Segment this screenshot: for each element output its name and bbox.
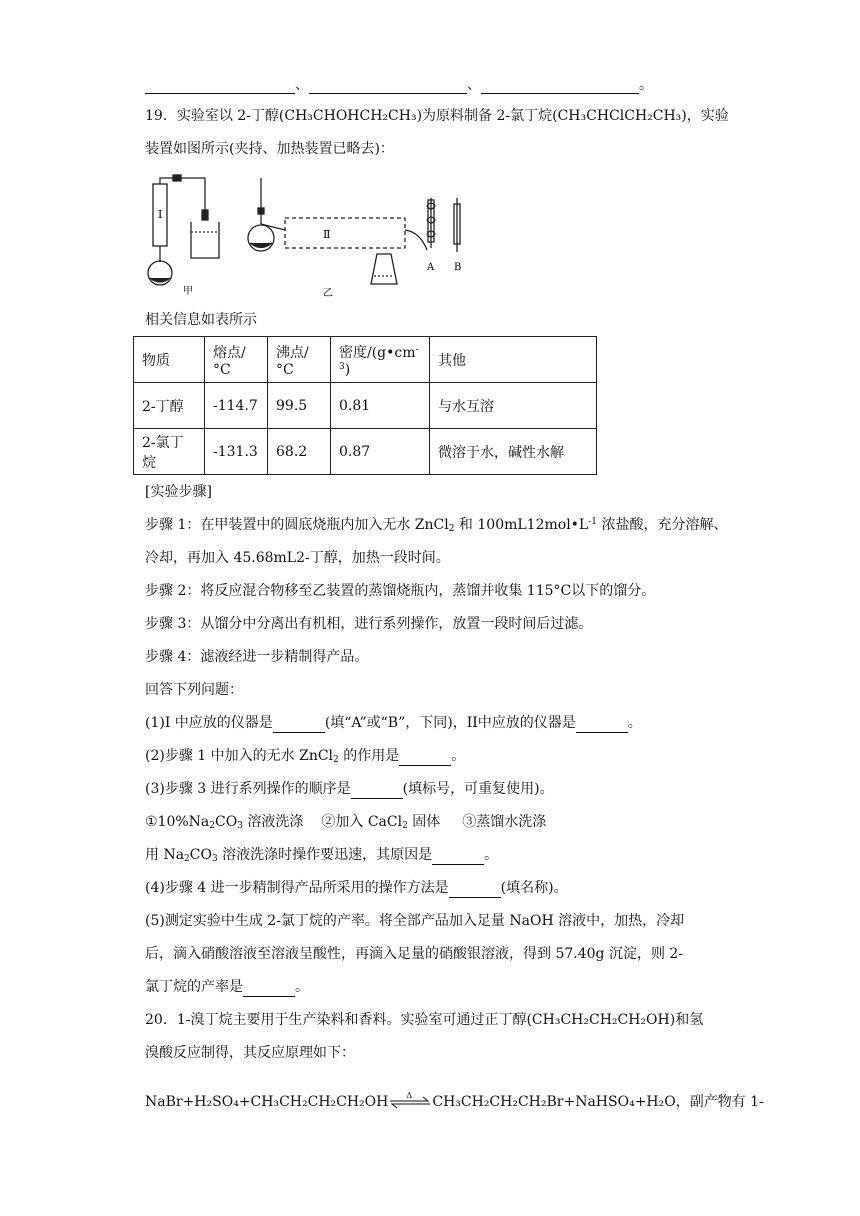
q19-intro-line2: 装置如图所示(夹持、加热装置已略去)： [145,141,394,157]
steps-title: [实验步骤] [145,484,212,500]
label-jia: 甲 [183,286,193,297]
answer-blank [351,784,403,799]
step1-line1: 步骤 1：在甲装置中的圆底烧瓶内加入无水 ZnCl$_2$ 和 $100mL12mol•L^{-1}$ 浓盐酸，充分溶解、 [145,517,728,534]
table-cell: 与水互溶 [430,383,597,429]
table-header-row [134,337,597,383]
table-header: 其他 [430,337,597,383]
separator: 、 [295,77,309,93]
label-I: I [158,208,163,221]
question-5-line2: 后，滴入硝酸溶液至溶液呈酸性，再滴入足量的硝酸银溶液，得到 57.40g 沉淀，则 2- [145,946,684,962]
q19-intro-line1: 19．实验室以 2-丁醇(CH₃CHOHCH₂CH₃)为原料制备 2-氯丁烷(CH₃CHClCH₂CH₃)，实验 [145,108,729,124]
table-caption: 相关信息如表所示 [145,312,257,328]
answer-blank [481,79,639,94]
table-cell: 2-氯丁烷 [134,429,205,475]
answer-blank [449,883,501,898]
table-cell: -114.7 [205,383,268,429]
table-row [134,383,597,429]
table-cell: 68.2 [268,429,331,475]
table-cell: 99.5 [268,383,331,429]
question-2: (2)步骤 1 中加入的无水 ZnCl$_2$ 的作用是 。 [145,748,466,765]
previous-answer-blanks [145,74,653,94]
period: 。 [639,77,653,93]
question-4: (4)步骤 4 进一步精制得产品所采用的操作方法是 (填名称)。 [145,880,568,896]
answer-intro: 回答下列问题： [145,682,243,698]
q20-line1: 20．1-溴丁烷主要用于生产染料和香料。实验室可通过正丁醇(CH₃CH₂CH₂CH₂OH)和氢 [145,1012,704,1028]
table-cell: 微溶于水，碱性水解 [430,429,597,475]
table-header: 密度$/(g•cm^{-3})$ [331,337,430,383]
table-cell: 2-丁醇 [134,383,205,429]
table-header: 熔点/°C [205,337,268,383]
question-1: (1)I 中应放的仪器是 (填“A”或“B”，下同)，II中应放的仪器是 。 [145,715,642,731]
answer-blank [432,850,484,865]
label-yi: 乙 [323,288,333,299]
step3: 步骤 3：从馏分中分离出有机相，进行系列操作，放置一段时间后过滤。 [145,616,593,632]
q20-line2: 溴酸反应制得，其反应原理如下： [145,1045,355,1061]
answer-blank [243,982,295,997]
step1-line2: 冷却，再加入 45.68mL2-丁醇，加热一段时间。 [145,550,450,566]
table-cell: 0.87 [331,429,430,475]
question-5-line1: (5)测定实验中生成 2-氯丁烷的产率。将全部产品加入足量 NaOH 溶液中，加热，冷却 [145,913,685,929]
table-cell: 0.81 [331,383,430,429]
answer-blank [576,718,628,733]
table-header: 物质 [134,337,205,383]
answer-blank [145,79,295,94]
answer-blank [273,718,325,733]
table-row [134,429,597,475]
step2: 步骤 2：将反应混合物移至乙装置的蒸馏烧瓶内，蒸馏并收集 115°C以下的馏分。 [145,583,656,599]
question-3-line2: 用 $Na_2CO_3$ 溶液洗涤时操作要迅速，其原因是 。 [145,847,499,864]
label-A: A [427,262,435,273]
label-B: B [454,262,462,273]
separator: 、 [467,77,481,93]
answer-blank [399,751,451,766]
properties-table [133,336,597,475]
question-5-line3: 氯丁烷的产率是 。 [145,979,309,995]
question-3: (3)步骤 3 进行系列操作的顺序是 (填标号，可重复使用)。 [145,781,554,797]
question-3-options: $①10\%Na_2CO_3$ 溶液洗涤 ②加入 CaCl$_2$ 固体 ③蒸馏水洗涤 [145,814,547,831]
table-cell: -131.3 [205,429,268,475]
reversible-arrow-icon [388,1091,432,1109]
answer-blank [309,79,467,94]
label-II: Ⅱ [323,228,331,241]
apparatus-figure [145,170,485,300]
table-header: 沸点/°C [268,337,331,383]
heat-condition: Δ [406,1091,413,1100]
step4: 步骤 4：滤液经进一步精制得产品。 [145,649,369,665]
reaction-equation: NaBr+H₂SO₄+CH₃CH₂CH₂CH₂OH Δ CH₃CH₂CH₂CH₂Br+NaHSO₄+H₂O，副产物有 1- [145,1092,764,1112]
